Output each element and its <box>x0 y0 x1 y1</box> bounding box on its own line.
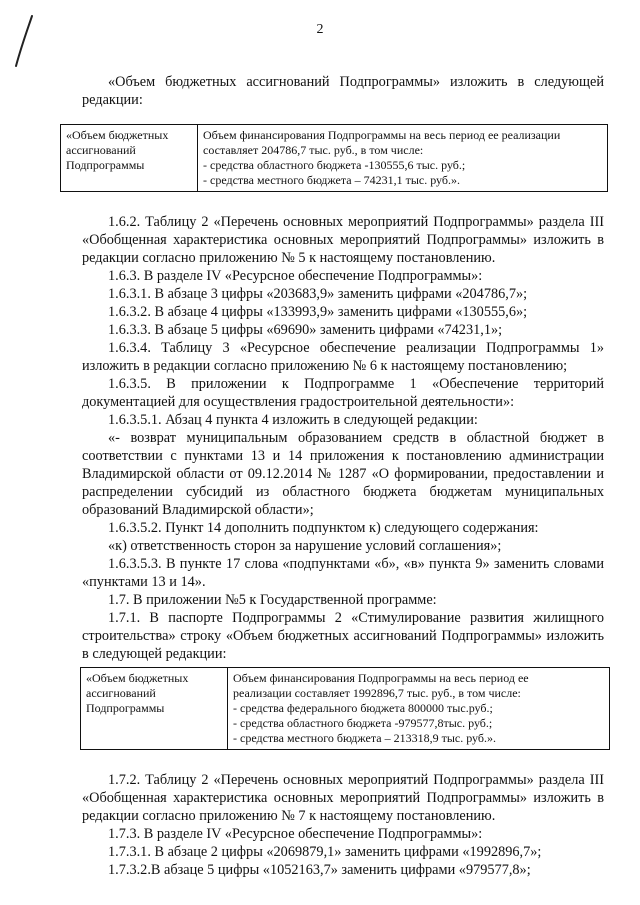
paragraph-1-7-3-2: 1.7.3.2.В абзаце 5 цифры «1052163,7» заменить цифрами «979577,8»; <box>108 862 531 878</box>
table1-content-line: - средства областного бюджета -130555,6 тыс. руб.; <box>203 158 466 172</box>
table2-content-line: реализации составляет 1992896,7 тыс. руб., в том числе: <box>233 686 521 700</box>
paragraph-1-7-1: 1.7.1. В паспорте Подпрограммы 2 «Стимулирование развития жилищного строительства» строку «Объем бюджетных ассигнований Подпрограммы» изложить в следующей редакции: <box>82 610 604 662</box>
paragraph-1-6-3-5: 1.6.3.5. В приложении к Подпрограмме 1 «Обеспечение территорий документацией для осуществления градостроительной деятельности»: <box>82 376 604 410</box>
table2-content-line: - средства федерального бюджета 800000 тыс.руб.; <box>233 701 493 715</box>
paragraph-1-7: 1.7. В приложении №5 к Государственной программе: <box>108 592 437 608</box>
table2-label-line: ассигнований <box>86 686 156 700</box>
table2-label-line: Подпрограммы <box>86 701 165 715</box>
paragraph-1-7-3-1: 1.7.3.1. В абзаце 2 цифры «2069879,1» заменить цифрами «1992896,7»; <box>108 844 542 860</box>
quoted-amendment: «- возврат муниципальным образованием средств в областной бюджет в соответствии с пунктами 13 и 14 приложения к постановлению администрации Владимирской области от 09.12.2014 № 1287 «О формировании, предоставлении и распределении субсидий из областного бюджета бюджетам муниципальных образований Владимирской области»; <box>82 430 604 518</box>
table2-content-cell <box>228 668 610 750</box>
table1-label-cell <box>61 125 198 192</box>
paragraph-1-7-2: 1.7.2. Таблицу 2 «Перечень основных мероприятий Подпрограммы» раздела III «Обобщенная характеристика основных мероприятий Подпрограммы» изложить в редакции согласно приложению № 7 к настоящему постановлению. <box>82 772 604 824</box>
paragraph-1-6-3-1: 1.6.3.1. В абзаце 3 цифры «203683,9» заменить цифрами «204786,7»; <box>108 286 528 302</box>
table2-content-line: Объем финансирования Подпрограммы на весь период ее <box>233 671 529 685</box>
table2-label-line: «Объем бюджетных <box>86 671 189 685</box>
table2-label-cell <box>81 668 228 750</box>
budget-table-subprogram-1 <box>60 124 608 192</box>
table2-content-line: - средства областного бюджета -979577,8тыс. руб.; <box>233 716 493 730</box>
paragraph-1-6-3-5-1: 1.6.3.5.1. Абзац 4 пункта 4 изложить в следующей редакции: <box>108 412 478 428</box>
table1-label-line: «Объем бюджетных <box>66 128 169 142</box>
paragraph-1-6-3-3: 1.6.3.3. В абзаце 5 цифры «69690» заменить цифрами «74231,1»; <box>108 322 503 338</box>
table1-label-line: Подпрограммы <box>66 158 145 172</box>
table1-content-line: Объем финансирования Подпрограммы на весь период ее реализации <box>203 128 561 142</box>
paragraph-1-6-2: 1.6.2. Таблицу 2 «Перечень основных мероприятий Подпрограммы» раздела III «Обобщенная характеристика основных мероприятий Подпрограммы» изложить в редакции согласно приложению № 5 к настоящему постановлению. <box>82 214 604 266</box>
quoted-subpoint-k: «к) ответственность сторон за нарушение условий соглашения»; <box>108 538 502 554</box>
table1-label-line: ассигнований <box>66 143 136 157</box>
table1-content-cell <box>198 125 608 192</box>
paragraph-1-6-3: 1.6.3. В разделе IV «Ресурсное обеспечение Подпрограммы»: <box>108 268 483 284</box>
table2-content-line: - средства местного бюджета – 213318,9 тыс. руб.». <box>233 731 496 745</box>
table1-content-line: - средства местного бюджета – 74231,1 тыс. руб.». <box>203 173 460 187</box>
paragraph-1-6-3-4: 1.6.3.4. Таблицу 3 «Ресурсное обеспечение реализации Подпрограммы 1» изложить в редакции согласно приложению № 6 к настоящему постановлению; <box>82 340 604 374</box>
table1-content-line: составляет 204786,7 тыс. руб., в том числе: <box>203 143 424 157</box>
budget-table-subprogram-2 <box>80 667 610 750</box>
page-number: 2 <box>316 22 324 37</box>
intro-paragraph: «Объем бюджетных ассигнований Подпрограммы» изложить в следующей редакции: <box>82 74 604 108</box>
paragraph-1-6-3-2: 1.6.3.2. В абзаце 4 цифры «133993,9» заменить цифрами «130555,6»; <box>108 304 528 320</box>
paragraph-1-6-3-5-2: 1.6.3.5.2. Пункт 14 дополнить подпунктом к) следующего содержания: <box>108 520 539 536</box>
paragraph-1-7-3: 1.7.3. В разделе IV «Ресурсное обеспечение Подпрограммы»: <box>108 826 483 842</box>
paragraph-1-6-3-5-3: 1.6.3.5.3. В пункте 17 слова «подпунктами «б», «в» пункта 9» заменить словами «пунктами 13 и 14». <box>82 556 604 590</box>
